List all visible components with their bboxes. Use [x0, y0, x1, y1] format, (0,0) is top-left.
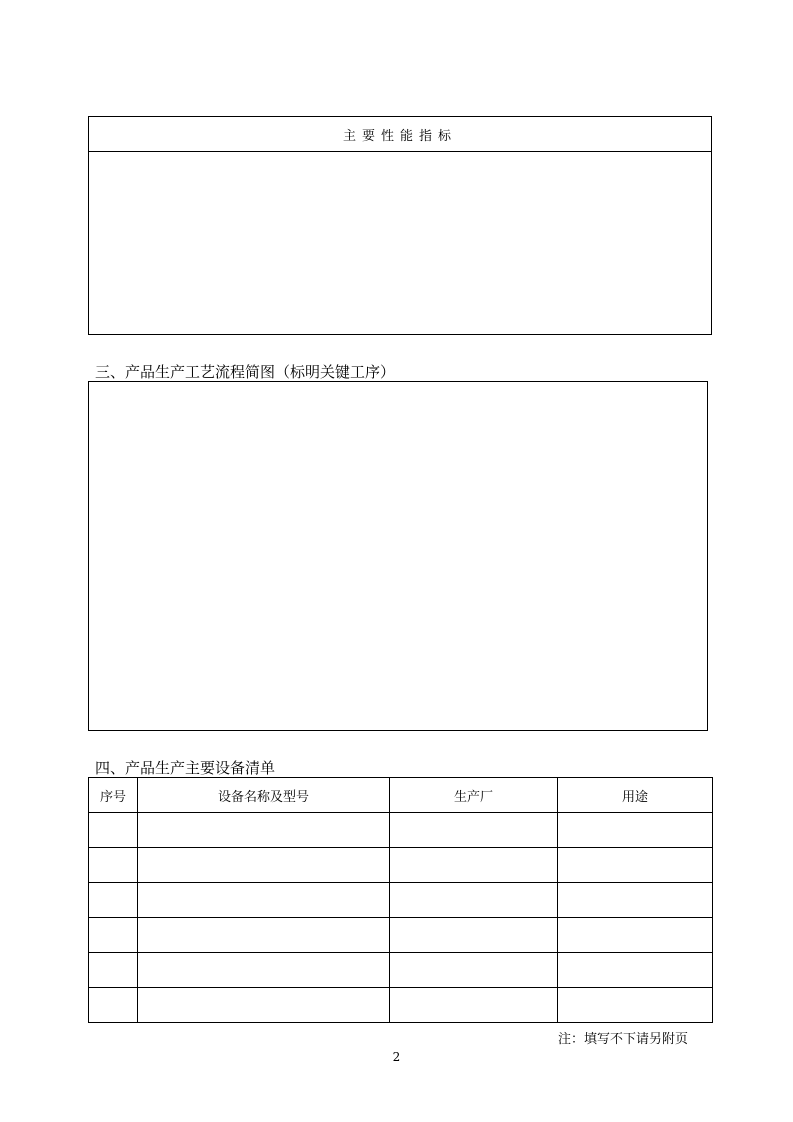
cell-manufacturer[interactable]: [390, 883, 558, 918]
cell-manufacturer[interactable]: [390, 813, 558, 848]
process-flow-box[interactable]: [88, 381, 708, 731]
cell-index[interactable]: [89, 813, 138, 848]
cell-manufacturer[interactable]: [390, 848, 558, 883]
cell-equipment-name[interactable]: [138, 848, 390, 883]
cell-purpose[interactable]: [558, 953, 713, 988]
performance-content-area[interactable]: [89, 152, 711, 334]
section3-title: 三、产品生产工艺流程简图（标明关键工序）: [95, 363, 396, 381]
table-row: [89, 988, 713, 1023]
cell-equipment-name[interactable]: [138, 918, 390, 953]
performance-box: [88, 116, 712, 335]
cell-manufacturer[interactable]: [390, 918, 558, 953]
section4-title: 四、产品生产主要设备清单: [95, 759, 276, 777]
cell-purpose[interactable]: [558, 918, 713, 953]
cell-equipment-name[interactable]: [138, 813, 390, 848]
cell-equipment-name[interactable]: [138, 988, 390, 1023]
page-number: 2: [392, 1050, 401, 1064]
table-row: [89, 848, 713, 883]
cell-index[interactable]: [89, 953, 138, 988]
cell-purpose[interactable]: [558, 988, 713, 1023]
cell-equipment-name[interactable]: [138, 883, 390, 918]
table-row: [89, 883, 713, 918]
cell-purpose[interactable]: [558, 813, 713, 848]
cell-index[interactable]: [89, 988, 138, 1023]
table-row: [89, 918, 713, 953]
col-header-equipment-name: 设备名称及型号: [138, 778, 390, 813]
cell-index[interactable]: [89, 883, 138, 918]
cell-equipment-name[interactable]: [138, 953, 390, 988]
cell-manufacturer[interactable]: [390, 988, 558, 1023]
table-row: [89, 953, 713, 988]
equipment-table: [88, 777, 713, 1023]
performance-header: 主要性能指标: [89, 117, 711, 152]
cell-purpose[interactable]: [558, 848, 713, 883]
footnote: 注：填写不下请另附页: [558, 1032, 689, 1047]
cell-manufacturer[interactable]: [390, 953, 558, 988]
cell-index[interactable]: [89, 918, 138, 953]
cell-index[interactable]: [89, 848, 138, 883]
col-header-manufacturer: 生产厂: [390, 778, 558, 813]
table-row: [89, 813, 713, 848]
col-header-index: 序号: [89, 778, 138, 813]
cell-purpose[interactable]: [558, 883, 713, 918]
col-header-purpose: 用途: [558, 778, 713, 813]
table-header-row: [89, 778, 713, 813]
